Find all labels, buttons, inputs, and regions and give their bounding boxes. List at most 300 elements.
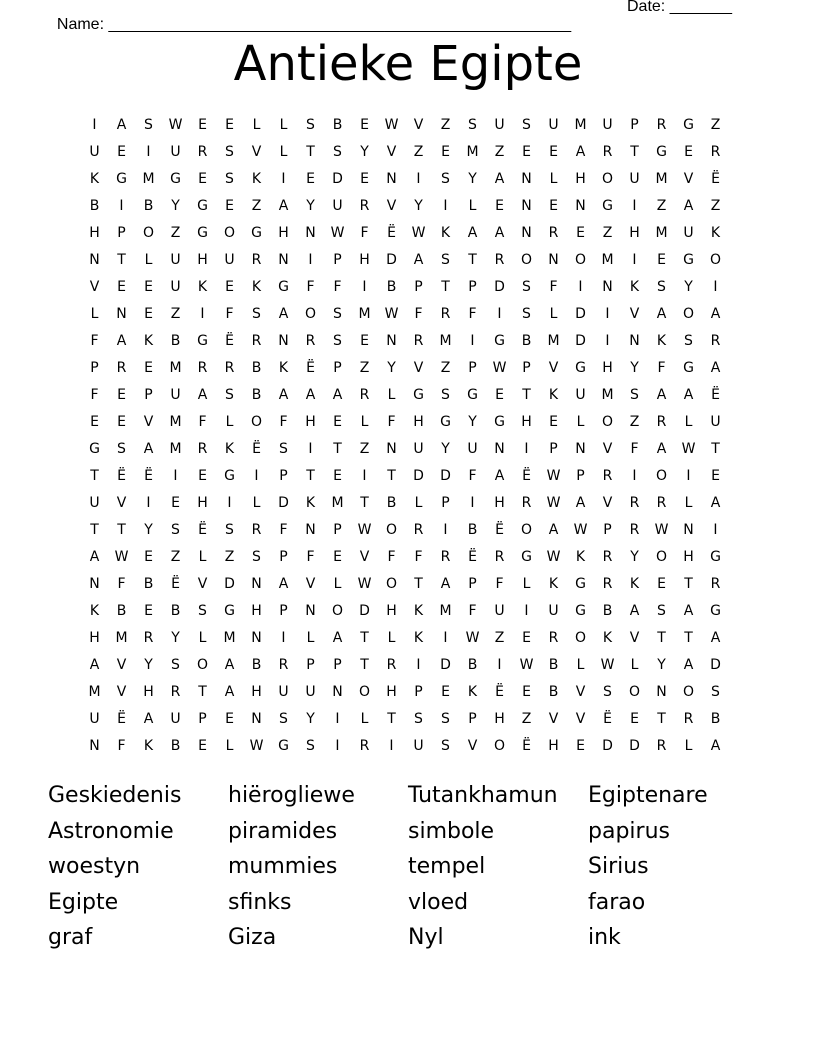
grid-letter: S	[306, 117, 315, 133]
grid-letter: U	[494, 117, 505, 133]
grid-letter: T	[360, 657, 369, 673]
grid-letter: I	[524, 603, 529, 619]
grid-letter: U	[89, 711, 100, 727]
grid-letter: U	[170, 279, 181, 295]
grid-letter: F	[306, 279, 315, 295]
grid-letter: A	[89, 549, 100, 565]
word-list-item: Astronomie	[48, 818, 174, 844]
grid-letter: U	[413, 441, 424, 457]
grid-letter: T	[441, 279, 450, 295]
grid-letter: S	[144, 117, 153, 133]
grid-letter: N	[548, 252, 559, 268]
grid-letter: V	[602, 441, 613, 457]
grid-letter: P	[279, 549, 288, 565]
grid-letter: A	[629, 603, 640, 619]
grid-letter: L	[90, 306, 99, 322]
grid-letter: L	[225, 738, 234, 754]
grid-letter: A	[116, 333, 127, 349]
grid-letter: H	[575, 171, 586, 187]
grid-letter: K	[197, 279, 208, 295]
grid-letter: H	[494, 495, 505, 511]
grid-letter: H	[386, 684, 397, 700]
grid-letter: H	[251, 603, 262, 619]
grid-row	[81, 193, 729, 220]
grid-letter: Y	[387, 360, 396, 376]
grid-letter: P	[414, 684, 423, 700]
grid-letter: F	[414, 549, 423, 565]
grid-letter: E	[549, 144, 558, 160]
grid-letter: R	[359, 198, 370, 214]
grid-letter: A	[224, 657, 235, 673]
grid-letter: Z	[170, 306, 181, 322]
grid-letter: A	[143, 441, 154, 457]
grid-letter: S	[630, 387, 639, 403]
grid-letter: V	[629, 630, 640, 646]
grid-letter: W	[546, 468, 561, 484]
grid-letter: A	[278, 387, 289, 403]
grid-letter: T	[360, 495, 369, 511]
grid-letter: R	[251, 333, 262, 349]
grid-letter: B	[467, 522, 478, 538]
word-list-item: Geskiedenis	[48, 783, 182, 808]
grid-letter: L	[144, 252, 153, 268]
word-list-item: papirus	[588, 818, 670, 844]
grid-letter: Ë	[117, 468, 126, 484]
grid-letter: R	[683, 711, 694, 727]
grid-letter: U	[305, 684, 316, 700]
grid-letter: E	[549, 414, 558, 430]
grid-letter: U	[89, 495, 100, 511]
grid-letter: N	[305, 603, 316, 619]
grid-letter: Y	[468, 171, 477, 187]
grid-letter: I	[713, 279, 718, 295]
word-list-item: Giza	[228, 925, 277, 950]
grid-letter: I	[632, 198, 637, 214]
grid-letter: B	[170, 603, 181, 619]
grid-letter: Y	[630, 360, 639, 376]
grid-letter: M	[466, 144, 479, 160]
grid-letter: Y	[306, 711, 315, 727]
grid-letter: Y	[171, 198, 180, 214]
grid-letter: W	[519, 657, 534, 673]
grid-letter: E	[333, 468, 342, 484]
grid-letter: W	[168, 117, 183, 133]
grid-letter: Z	[602, 225, 613, 241]
grid-letter: O	[520, 252, 533, 268]
grid-letter: B	[116, 603, 127, 619]
grid-letter: E	[225, 279, 234, 295]
grid-letter: K	[575, 549, 586, 565]
grid-letter: I	[92, 117, 97, 133]
word-list-item: Egipte	[48, 889, 119, 915]
grid-letter: M	[655, 171, 668, 187]
grid-letter: G	[440, 414, 451, 430]
date-field-label: Date: _______	[627, 0, 732, 15]
grid-letter: M	[88, 684, 101, 700]
grid-letter: F	[387, 414, 396, 430]
grid-letter: Ë	[711, 171, 720, 187]
grid-letter: E	[144, 279, 153, 295]
grid-letter: Z	[494, 144, 505, 160]
grid-letter: S	[225, 171, 234, 187]
grid-letter: Ë	[252, 441, 261, 457]
grid-letter: M	[655, 225, 668, 241]
grid-row	[81, 706, 729, 733]
grid-letter: K	[467, 684, 478, 700]
grid-letter: E	[225, 711, 234, 727]
grid-letter: P	[468, 279, 477, 295]
grid-letter: D	[224, 576, 235, 592]
grid-letter: M	[601, 252, 614, 268]
grid-letter: T	[522, 387, 531, 403]
grid-letter: Ë	[387, 225, 396, 241]
grid-letter: S	[441, 711, 450, 727]
grid-letter: M	[439, 333, 452, 349]
grid-letter: O	[250, 414, 263, 430]
grid-letter: I	[362, 279, 367, 295]
word-list-item: piramides	[228, 818, 338, 844]
grid-letter: A	[710, 495, 721, 511]
grid-letter: O	[655, 468, 668, 484]
grid-letter: W	[465, 630, 480, 646]
grid-letter: B	[251, 387, 262, 403]
grid-letter: I	[470, 495, 475, 511]
grid-letter: K	[143, 738, 154, 754]
grid-letter: U	[710, 414, 721, 430]
grid-letter: R	[251, 252, 262, 268]
grid-letter: Z	[521, 711, 532, 727]
grid-letter: G	[467, 387, 478, 403]
grid-letter: V	[413, 117, 424, 133]
grid-row	[81, 652, 729, 679]
grid-row	[81, 220, 729, 247]
word-list-item: woestyn	[48, 854, 141, 879]
grid-row	[81, 409, 729, 436]
grid-letter: P	[333, 522, 342, 538]
grid-letter: A	[89, 657, 100, 673]
grid-letter: G	[494, 414, 505, 430]
grid-letter: W	[654, 522, 669, 538]
grid-letter: K	[656, 333, 667, 349]
grid-letter: U	[683, 225, 694, 241]
grid-letter: Z	[656, 198, 667, 214]
grid-letter: S	[441, 171, 450, 187]
grid-letter: Ë	[495, 522, 504, 538]
grid-letter: Ë	[522, 738, 531, 754]
grid-letter: I	[443, 198, 448, 214]
grid-letter: M	[169, 360, 182, 376]
grid-letter: E	[117, 387, 126, 403]
grid-letter: A	[143, 711, 154, 727]
grid-letter: H	[494, 711, 505, 727]
grid-letter: R	[197, 144, 208, 160]
grid-letter: E	[90, 414, 99, 430]
grid-letter: E	[522, 684, 531, 700]
grid-letter: B	[170, 738, 181, 754]
grid-letter: P	[144, 387, 153, 403]
grid-row	[81, 112, 729, 139]
grid-letter: N	[89, 576, 100, 592]
grid-letter: R	[170, 684, 181, 700]
grid-letter: T	[306, 468, 315, 484]
grid-row	[81, 463, 729, 490]
grid-letter: O	[358, 684, 371, 700]
grid-letter: P	[441, 495, 450, 511]
grid-letter: S	[252, 549, 261, 565]
grid-letter: I	[605, 306, 610, 322]
grid-letter: B	[332, 117, 343, 133]
grid-letter: H	[305, 414, 316, 430]
grid-letter: I	[119, 198, 124, 214]
grid-letter: R	[116, 360, 127, 376]
grid-letter: Y	[306, 198, 315, 214]
grid-letter: A	[278, 198, 289, 214]
grid-letter: I	[416, 171, 421, 187]
grid-letter: H	[359, 252, 370, 268]
grid-letter: O	[628, 684, 641, 700]
grid-letter: N	[494, 441, 505, 457]
grid-letter: U	[494, 603, 505, 619]
grid-letter: Y	[360, 144, 369, 160]
grid-letter: T	[387, 711, 396, 727]
grid-letter: G	[224, 468, 235, 484]
grid-letter: G	[413, 387, 424, 403]
grid-letter: I	[173, 468, 178, 484]
grid-letter: P	[117, 225, 126, 241]
grid-letter: Z	[440, 117, 451, 133]
word-list-item: vloed	[408, 889, 469, 915]
grid-letter: U	[278, 684, 289, 700]
grid-letter: N	[386, 171, 397, 187]
grid-letter: H	[386, 603, 397, 619]
grid-letter: I	[335, 738, 340, 754]
grid-letter: A	[575, 495, 586, 511]
grid-letter: K	[548, 387, 559, 403]
grid-letter: D	[386, 252, 397, 268]
grid-letter: M	[574, 117, 587, 133]
grid-letter: F	[90, 387, 99, 403]
grid-letter: R	[548, 225, 559, 241]
grid-letter: O	[709, 252, 722, 268]
grid-letter: I	[389, 738, 394, 754]
grid-letter: E	[333, 549, 342, 565]
grid-letter: R	[602, 468, 613, 484]
grid-letter: S	[603, 684, 612, 700]
grid-letter: K	[440, 225, 451, 241]
grid-letter: O	[520, 522, 533, 538]
grid-letter: A	[197, 387, 208, 403]
page-title: Antieke Egipte	[233, 36, 583, 92]
grid-letter: L	[387, 630, 396, 646]
grid-letter: E	[144, 603, 153, 619]
grid-letter: A	[116, 117, 127, 133]
grid-letter: V	[602, 495, 613, 511]
grid-letter: F	[657, 360, 666, 376]
grid-letter: N	[521, 171, 532, 187]
grid-letter: M	[331, 495, 344, 511]
grid-letter: P	[603, 522, 612, 538]
grid-letter: A	[683, 657, 694, 673]
grid-letter: Y	[171, 630, 180, 646]
grid-letter: I	[146, 495, 151, 511]
grid-letter: F	[414, 306, 423, 322]
grid-letter: G	[278, 279, 289, 295]
grid-letter: A	[224, 684, 235, 700]
grid-letter: Y	[441, 441, 450, 457]
grid-letter: N	[602, 279, 613, 295]
grid-letter: Z	[629, 414, 640, 430]
grid-letter: U	[170, 387, 181, 403]
grid-letter: E	[144, 306, 153, 322]
grid-letter: M	[358, 306, 371, 322]
grid-letter: K	[413, 630, 424, 646]
grid-letter: A	[494, 171, 505, 187]
grid-letter: S	[252, 306, 261, 322]
grid-letter: R	[413, 333, 424, 349]
grid-letter: V	[548, 711, 559, 727]
grid-letter: H	[413, 414, 424, 430]
grid-letter: B	[386, 495, 397, 511]
grid-letter: A	[710, 738, 721, 754]
grid-letter: N	[386, 441, 397, 457]
grid-letter: W	[384, 306, 399, 322]
grid-letter: S	[522, 306, 531, 322]
grid-letter: E	[360, 333, 369, 349]
grid-letter: P	[522, 360, 531, 376]
grid-letter: H	[197, 252, 208, 268]
grid-letter: U	[170, 711, 181, 727]
grid-letter: E	[198, 171, 207, 187]
grid-letter: E	[657, 252, 666, 268]
grid-letter: M	[115, 630, 128, 646]
grid-letter: A	[683, 387, 694, 403]
grid-letter: O	[142, 225, 155, 241]
grid-letter: L	[252, 117, 261, 133]
grid-letter: L	[549, 171, 558, 187]
word-list-item: simbole	[408, 818, 495, 844]
grid-letter: N	[89, 252, 100, 268]
grid-letter: K	[89, 171, 100, 187]
grid-letter: S	[171, 657, 180, 673]
grid-letter: D	[710, 657, 721, 673]
grid-letter: E	[117, 414, 126, 430]
grid-letter: A	[575, 144, 586, 160]
grid-letter: L	[684, 414, 693, 430]
grid-letter: T	[333, 441, 342, 457]
grid-letter: A	[548, 522, 559, 538]
grid-letter: T	[306, 144, 315, 160]
grid-letter: R	[710, 576, 721, 592]
grid-letter: D	[332, 171, 343, 187]
grid-letter: B	[548, 684, 559, 700]
grid-letter: R	[521, 495, 532, 511]
word-list-item: Nyl	[408, 925, 444, 950]
grid-letter: Ë	[198, 522, 207, 538]
grid-letter: W	[546, 495, 561, 511]
grid-letter: O	[385, 522, 398, 538]
grid-letter: D	[629, 738, 640, 754]
grid-row	[81, 382, 729, 409]
grid-letter: E	[576, 738, 585, 754]
grid-letter: O	[682, 684, 695, 700]
grid-letter: M	[439, 603, 452, 619]
grid-letter: B	[548, 657, 559, 673]
grid-letter: S	[657, 603, 666, 619]
grid-letter: L	[360, 414, 369, 430]
grid-letter: I	[200, 306, 205, 322]
grid-letter: P	[414, 279, 423, 295]
grid-letter: V	[683, 171, 694, 187]
grid-letter: N	[278, 333, 289, 349]
grid-letter: H	[548, 738, 559, 754]
grid-row	[81, 598, 729, 625]
grid-letter: B	[143, 198, 154, 214]
grid-letter: H	[602, 360, 613, 376]
grid-row	[81, 247, 729, 274]
grid-letter: E	[360, 171, 369, 187]
grid-letter: T	[198, 684, 207, 700]
grid-letter: R	[656, 738, 667, 754]
grid-letter: N	[656, 684, 667, 700]
grid-letter: E	[117, 144, 126, 160]
grid-letter: H	[521, 414, 532, 430]
grid-letter: S	[225, 144, 234, 160]
grid-letter: S	[522, 279, 531, 295]
grid-row	[81, 490, 729, 517]
grid-letter: T	[414, 576, 423, 592]
grid-letter: G	[683, 360, 694, 376]
grid-letter: Z	[359, 360, 370, 376]
grid-letter: S	[333, 306, 342, 322]
grid-letter: O	[601, 414, 614, 430]
grid-letter: R	[710, 333, 721, 349]
word-list-item: hiërogliewe	[228, 783, 355, 808]
grid-letter: Ë	[117, 711, 126, 727]
grid-row	[81, 679, 729, 706]
grid-letter: I	[632, 468, 637, 484]
grid-letter: T	[360, 630, 369, 646]
grid-letter: A	[278, 576, 289, 592]
grid-letter: F	[630, 441, 639, 457]
grid-letter: E	[225, 117, 234, 133]
grid-letter: Z	[440, 360, 451, 376]
grid-letter: E	[198, 468, 207, 484]
grid-letter: R	[602, 144, 613, 160]
grid-letter: L	[684, 495, 693, 511]
grid-letter: T	[684, 576, 693, 592]
grid-letter: U	[89, 144, 100, 160]
grid-letter: L	[414, 495, 423, 511]
grid-letter: P	[90, 360, 99, 376]
grid-letter: I	[632, 252, 637, 268]
grid-letter: G	[602, 198, 613, 214]
grid-letter: L	[387, 387, 396, 403]
grid-letter: S	[468, 117, 477, 133]
grid-letter: U	[548, 603, 559, 619]
word-list-item: Sirius	[588, 854, 649, 879]
grid-letter: W	[573, 522, 588, 538]
grid-letter: T	[630, 144, 639, 160]
grid-letter: L	[279, 144, 288, 160]
grid-letter: K	[251, 171, 262, 187]
grid-letter: H	[89, 225, 100, 241]
grid-letter: T	[90, 522, 99, 538]
grid-letter: U	[413, 738, 424, 754]
grid-letter: D	[413, 468, 424, 484]
grid-row	[81, 544, 729, 571]
grid-letter: O	[331, 603, 344, 619]
grid-letter: F	[468, 603, 477, 619]
